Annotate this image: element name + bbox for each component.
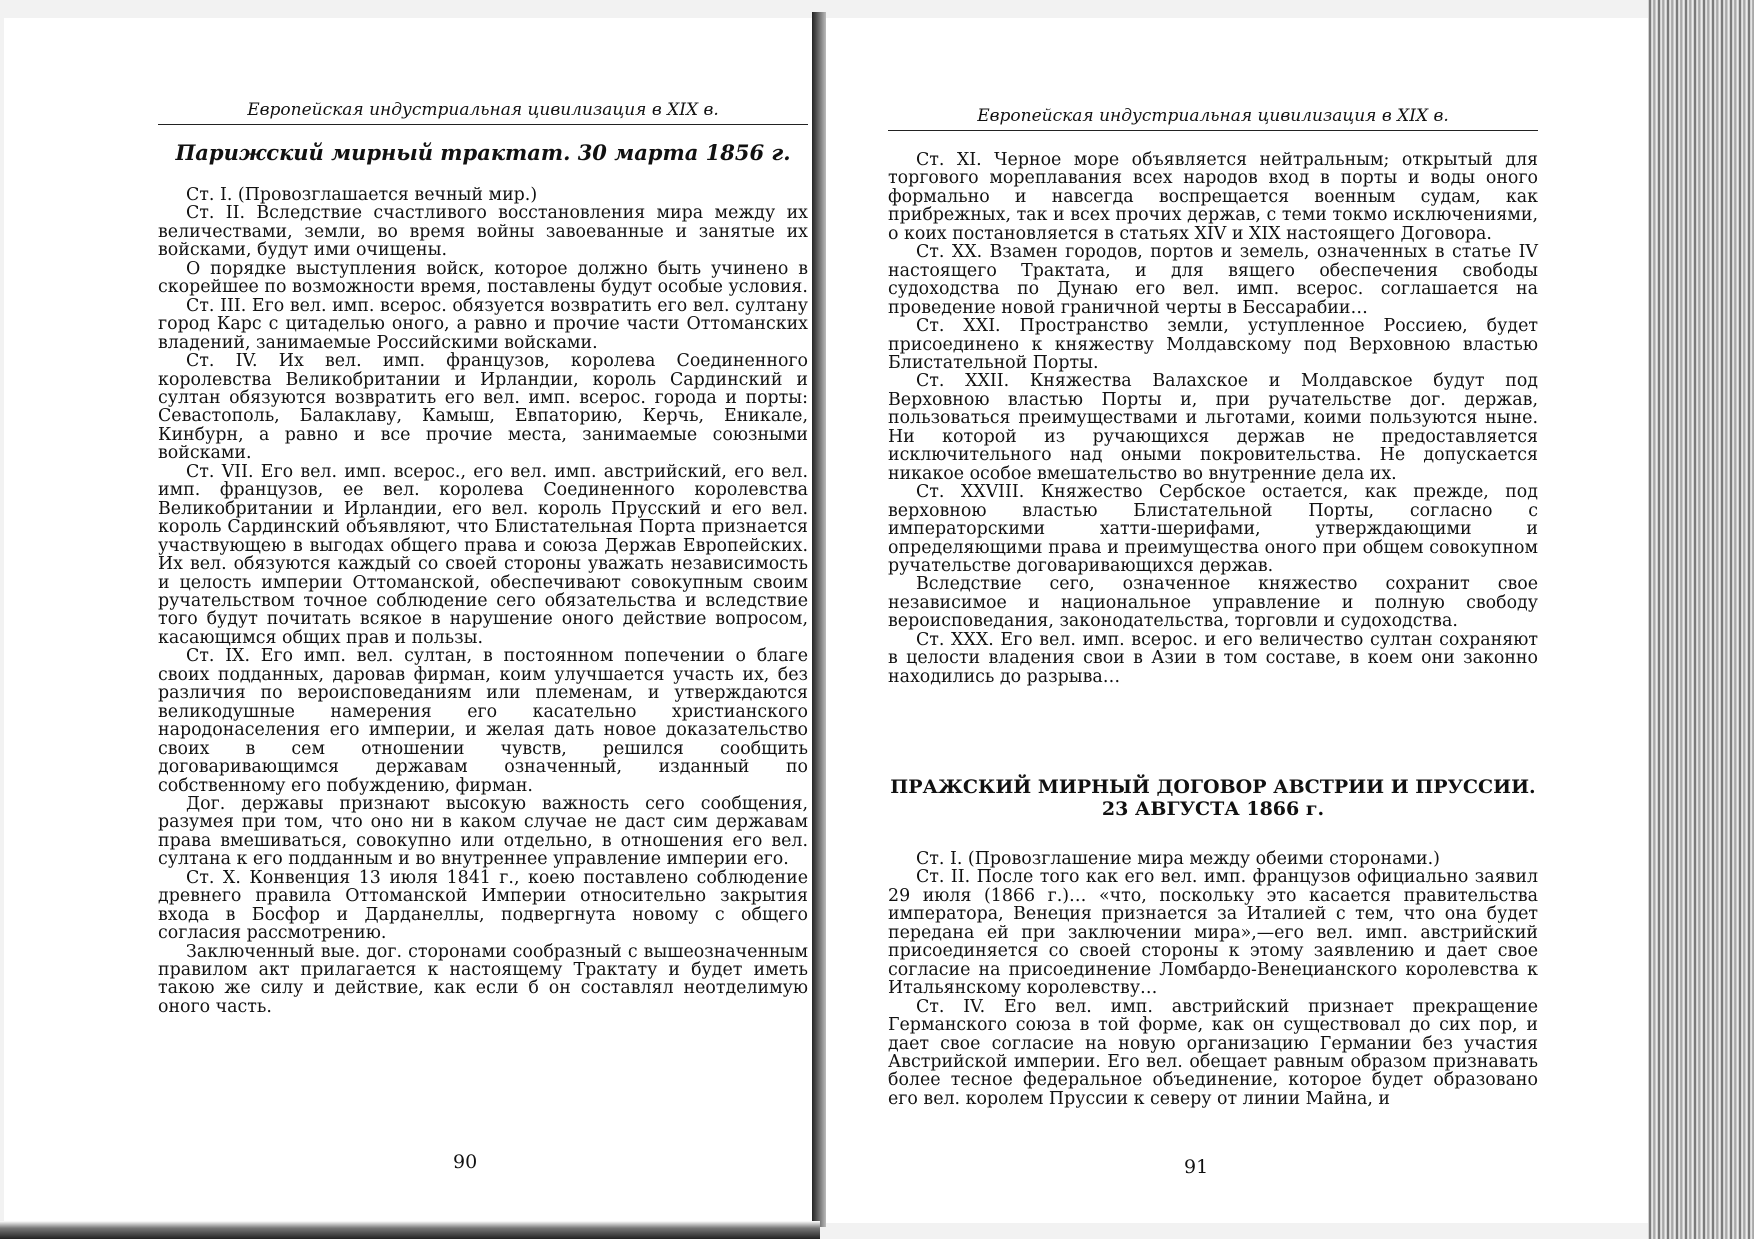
right-running-head: Европейская индустриальная цивилизация в XIX в. xyxy=(888,106,1538,131)
right-text-column xyxy=(888,151,1538,686)
section-title-line: ПРАЖСКИЙ МИРНЫЙ ДОГОВОР АВСТРИИ И ПРУССИИ. xyxy=(890,776,1536,798)
left-page-number: 90 xyxy=(453,1151,478,1173)
page-edges xyxy=(1648,0,1754,1239)
paragraph: Ст. I. (Провозглашается вечный мир.) xyxy=(186,185,538,205)
paragraph: Ст. II. Вследствие счастливого восстановления мира между их величествами, земли, во время войны завоеванные и занятые их войсками, будут ими очищены. xyxy=(158,203,808,261)
right-text-column-2 xyxy=(888,850,1538,1108)
paragraph: Ст. XXI. Пространство земли, уступленное Россиею, будет присоединено к княжеству Молдавскому под Верховною властью Блистательной Порты. xyxy=(888,316,1538,373)
paragraph: Ст. IX. Его имп. вел. султан, в постоянном попечении о благе своих подданных, даровав фирман, коим улучшается участь их, без различия по вероисповеданиям или племенам, и утверждаются великодушные намерения его касательно христианского народонаселения его империи, и желая дать новое доказательство своих в сем отношении чувств, решился сообщить договаривающимся державам означенный, изданный по собственному его побуждению, фирман. xyxy=(158,646,808,796)
paragraph: Ст. XI. Черное море объявляется нейтральным; открытый для торгового мореплавания всех народов вход в порты и воды оного формально и навсегда воспрещается военным судам, как прибрежных, так и всех прочих держав, с теми токмо исключениями, о коих постановляется в статьях XIV и XIX настоящего Договора. xyxy=(888,150,1538,244)
paragraph: Ст. XXVIII. Княжество Сербское остается, как прежде, под верховною властью Блистательной Порты, согласно с императорскими хатти-шерифами, утверждающими и определяющими права и преимущества оного при общем совокупном ручательстве договаривающихся держав. xyxy=(888,482,1538,576)
paragraph: Заключенный вые. дог. сторонами сообразный с вышеозначенным правилом акт прилагается к настоящему Трактату и будет иметь такою же силу и действие, как если б он составлял неотделимую оного часть. xyxy=(158,941,808,1017)
left-running-head: Европейская индустриальная цивилизация в XIX в. xyxy=(158,100,808,125)
paragraph: Дог. державы признают высокую важность сего сообщения, разумея при том, что оно ни в каком случае не даст сим державам права вмешиваться, совокупно или отдельно, в отношения его вел. султана к его подданным и во внутреннее управление империи его. xyxy=(158,793,808,870)
paragraph: О порядке выступления войск, которое должно быть учинено в скорейшее по возможности время, поставлены будут особые условия. xyxy=(158,258,808,298)
section-heading xyxy=(888,776,1538,820)
paragraph: Вследствие сего, означенное княжество сохранит свое независимое и национальное управление и полную свободу вероисповедания, законодательства, торговли и судоходства. xyxy=(888,574,1538,632)
bottom-edge xyxy=(0,1221,820,1239)
paragraph: Ст. XX. Взамен городов, портов и земель, означенных в статье IV настоящего Трактата, и для вящего обеспечения свободы судоходства по Дунаю его вел. имп. всерос. соглашается на проведение новой граничной черты в Бессарабии… xyxy=(888,242,1538,318)
paragraph: Ст. XXX. Его вел. имп. всерос. и его величество султан сохраняют в целости владения свои в Азии в том составе, в коем они законно находились до разрыва… xyxy=(888,629,1538,687)
paragraph: Ст. X. Конвенция 13 июля 1841 г., коею поставлено соблюдение древнего правила Оттоманской Империи относительно закрытия входа в Босфор и Дарданеллы, подвергнута новому с общего согласия рассмотрению. xyxy=(158,867,808,944)
right-page-number: 91 xyxy=(1184,1156,1209,1178)
section-title-line: 23 АВГУСТА 1866 г. xyxy=(1101,798,1325,820)
paragraph: Ст. I. (Провозглашение мира между обеими сторонами.) xyxy=(916,849,1440,869)
paragraph: Ст. VII. Его вел. имп. всерос., его вел. имп. австрийский, его вел. имп. французов, ее вел. королева Соединенного королевства Великобритании и Ирландии, его вел. король Прусский и его вел. король Сардинский объявляют, что Блистательная Порта признается участвующею в выгодах общего права и союза Держав Европейских. Их вел. обязуются каждый со своей стороны уважать независимость и целость империи Оттоманской, обеспечивают совокупным своим ручательством точное соблюдение сего обязательства и вследствие того будут почитать всякое в нарушение оного действие вопросом, касающимся общих прав и пользы. xyxy=(158,461,808,648)
left-text-column xyxy=(158,186,808,1016)
paragraph: Ст. II. После того как его вел. имп. французов официально заявил 29 июля (1866 г.)… «что, поскольку это касается правительства императора, Венеция признается за Италией с тем, что она будет передана ей при заключении мира»,—его вел. имп. австрийский присоединяется со своей стороны к этому заявлению и дает свое согласие на присоединение Ломбардо-Венецианского королевства к Итальянскому королевству… xyxy=(888,867,1538,999)
paragraph: Ст. IV. Их вел. имп. французов, королева Соединенного королевства Великобритании и Ирландии, король Сардинский и султан обязуются возвратить его вел. имп. всерос. города и порты: Севастополь, Балаклаву, Камыш, Евпаторию, Керчь, Еникале, Кинбурн, а равно и все прочие места, занимаемые союзными войсками. xyxy=(158,351,808,464)
left-article-title: Парижский мирный трактат. 30 марта 1856 г. xyxy=(175,140,791,165)
book-fold xyxy=(812,12,826,1227)
paragraph: Ст. IV. Его вел. имп. австрийский признает прекращение Германского союза в той форме, как он существовал до сих пор, и дает свое согласие на новую организацию Германии без участия Австрийской империи. Его вел. обещает равным образом признавать более тесное федеральное объединение, которое будет образовано его вел. королем Пруссии к северу от линии Майна, и xyxy=(888,996,1538,1109)
paragraph: Ст. XXII. Княжества Валахское и Молдавское будут под Верховною властью Порты и, при ручательстве дог. держав, пользоваться преимуществами и льготами, коими пользуются ныне. Ни которой из ручающихся держав не предоставляется исключительного над оными покровительства. Не допускается никакое особое вмешательство во внутренние дела их. xyxy=(888,371,1538,484)
paragraph: Ст. III. Его вел. имп. всерос. обязуется возвратить его вел. султану город Карс с цитаделью оного, а равно и прочие части Оттоманских владений, занимаемые Российскими войсками. xyxy=(158,295,808,353)
